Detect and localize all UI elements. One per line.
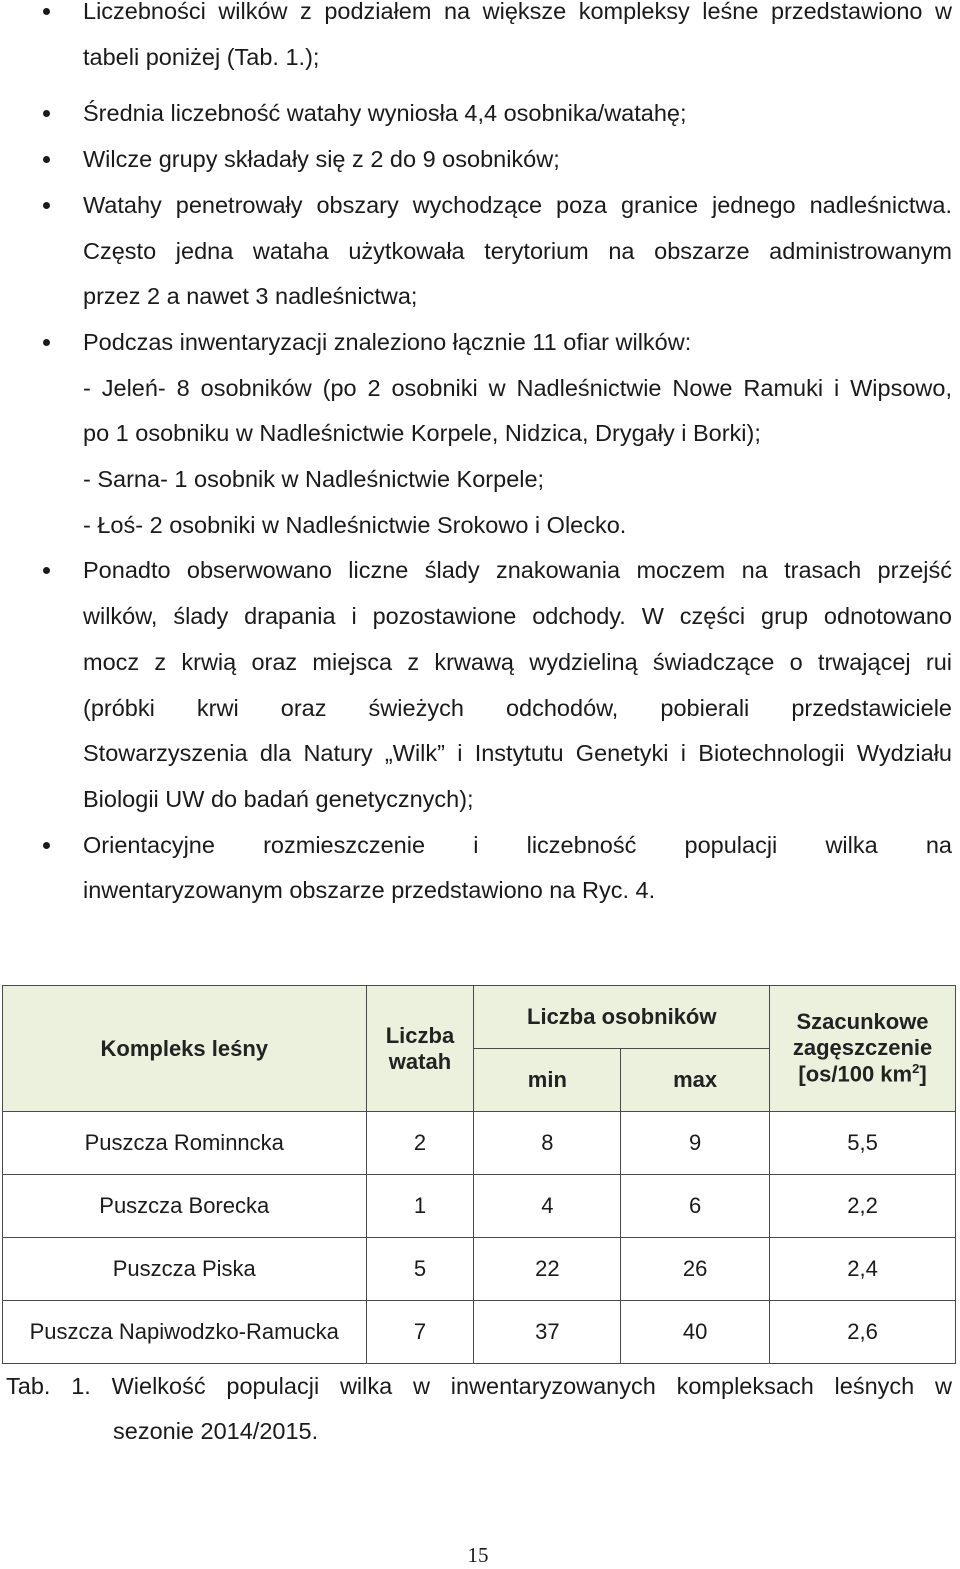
bullet-item: [0, 91, 960, 137]
cell-complex: Puszcza Piska: [3, 1238, 367, 1301]
cell-max: 40: [621, 1301, 770, 1364]
cell-packs: 7: [366, 1301, 474, 1364]
page-number: 15: [467, 1543, 489, 1567]
cell-min: 37: [474, 1301, 621, 1364]
bullet-line: Orientacyjne rozmieszczenie i liczebność populacji wilka na: [83, 831, 952, 858]
cell-packs: 5: [366, 1238, 474, 1301]
cell-max: 26: [621, 1238, 770, 1301]
caption-line: sezonie 2014/2015.: [113, 1418, 319, 1444]
cell-density: 2,4: [770, 1238, 956, 1301]
bullet-item: [0, 137, 960, 183]
header-complex: Kompleks leśny: [3, 986, 367, 1112]
cell-density: 2,6: [770, 1301, 956, 1364]
table-row: [3, 1175, 956, 1238]
bullet-item: [0, 548, 960, 822]
cell-min: 8: [474, 1112, 621, 1175]
header-density: [770, 986, 956, 1112]
header-max: max: [621, 1049, 770, 1112]
bullet-line: - Łoś- 2 osobniki w Nadleśnictwie Srokowo i Olecko.: [83, 511, 627, 538]
bullet-line: Biologii UW do badań genetycznych);: [83, 785, 474, 812]
header-density-sup: 2: [912, 1061, 920, 1077]
header-individuals: Liczba osobników: [474, 986, 770, 1049]
cell-packs: 2: [366, 1112, 474, 1175]
bullet-line: Podczas inwentaryzacji znaleziono łącznie 11 ofiar wilków:: [83, 328, 692, 355]
bullet-line: wilków, ślady drapania i pozostawione odchody. W części grup odnotowano: [83, 603, 952, 630]
bullet-line: inwentaryzowanym obszarze przedstawiono na Ryc. 4.: [83, 877, 656, 904]
bullet-line: Stowarzyszenia dla Natury „Wilk” i Instytutu Genetyki i Biotechnologii Wydziału: [83, 740, 952, 767]
cell-complex: Puszcza Rominncka: [3, 1112, 367, 1175]
wolf-population-table: [2, 985, 956, 1364]
bullet-item: [0, 183, 960, 320]
bullet-line: - Sarna- 1 osobnik w Nadleśnictwie Korpele;: [83, 466, 545, 493]
bullet-line: - Jeleń- 8 osobników (po 2 osobniki w Nadleśnictwie Nowe Ramuki i Wipsowo,: [83, 374, 952, 401]
bullet-line: Liczebności wilków z podziałem na większe kompleksy leśne przedstawiono w: [83, 0, 952, 24]
header-min: min: [474, 1049, 621, 1112]
bullet-line: przez 2 a nawet 3 nadleśnictwa;: [83, 283, 418, 310]
bullet-item: [0, 0, 960, 80]
cell-complex: Puszcza Napiwodzko-Ramucka: [3, 1301, 367, 1364]
bullet-line: Często jedna wataha użytkowała terytorium na obszarze administrowanym: [83, 237, 952, 264]
cell-min: 4: [474, 1175, 621, 1238]
bullet-line: mocz z krwią oraz miejsca z krwawą wydzieliną świadczące o trwającej rui: [83, 648, 952, 675]
bullet-line: po 1 osobniku w Nadleśnictwie Korpele, Nidzica, Drygały i Borki);: [83, 420, 761, 447]
bullet-item: [0, 823, 960, 914]
bullet-item: [0, 320, 960, 549]
bullet-line: Ponadto obserwowano liczne ślady znakowania moczem na trasach przejść: [83, 557, 952, 584]
bullet-line: tabeli poniżej (Tab. 1.);: [83, 43, 320, 70]
header-density-end: ]: [919, 1061, 927, 1087]
cell-density: 2,2: [770, 1175, 956, 1238]
cell-complex: Puszcza Borecka: [3, 1175, 367, 1238]
table-row: [3, 1301, 956, 1364]
bullet-line: Watahy penetrowały obszary wychodzące poza granice jednego nadleśnictwa.: [83, 191, 952, 218]
cell-density: 5,5: [770, 1112, 956, 1175]
table-row: [3, 1112, 956, 1175]
caption-line: Tab. 1. Wielkość populacji wilka w inwentaryzowanych kompleksach leśnych w: [6, 1373, 952, 1399]
cell-max: 9: [621, 1112, 770, 1175]
table-row: [3, 1238, 956, 1301]
cell-max: 6: [621, 1175, 770, 1238]
bullet-line: Średnia liczebność watahy wyniosła 4,4 osobnika/watahę;: [83, 100, 687, 127]
header-density-text: Szacunkowe zagęszczenie [os/100 km: [792, 1009, 933, 1087]
bullet-line: (próbki krwi oraz świeżych odchodów, pobierali przedstawiciele: [83, 694, 952, 721]
bullet-line: Wilcze grupy składały się z 2 do 9 osobników;: [83, 146, 560, 173]
cell-min: 22: [474, 1238, 621, 1301]
cell-packs: 1: [366, 1175, 474, 1238]
table-caption: [6, 1364, 952, 1454]
header-packs: Liczba watah: [366, 986, 474, 1112]
